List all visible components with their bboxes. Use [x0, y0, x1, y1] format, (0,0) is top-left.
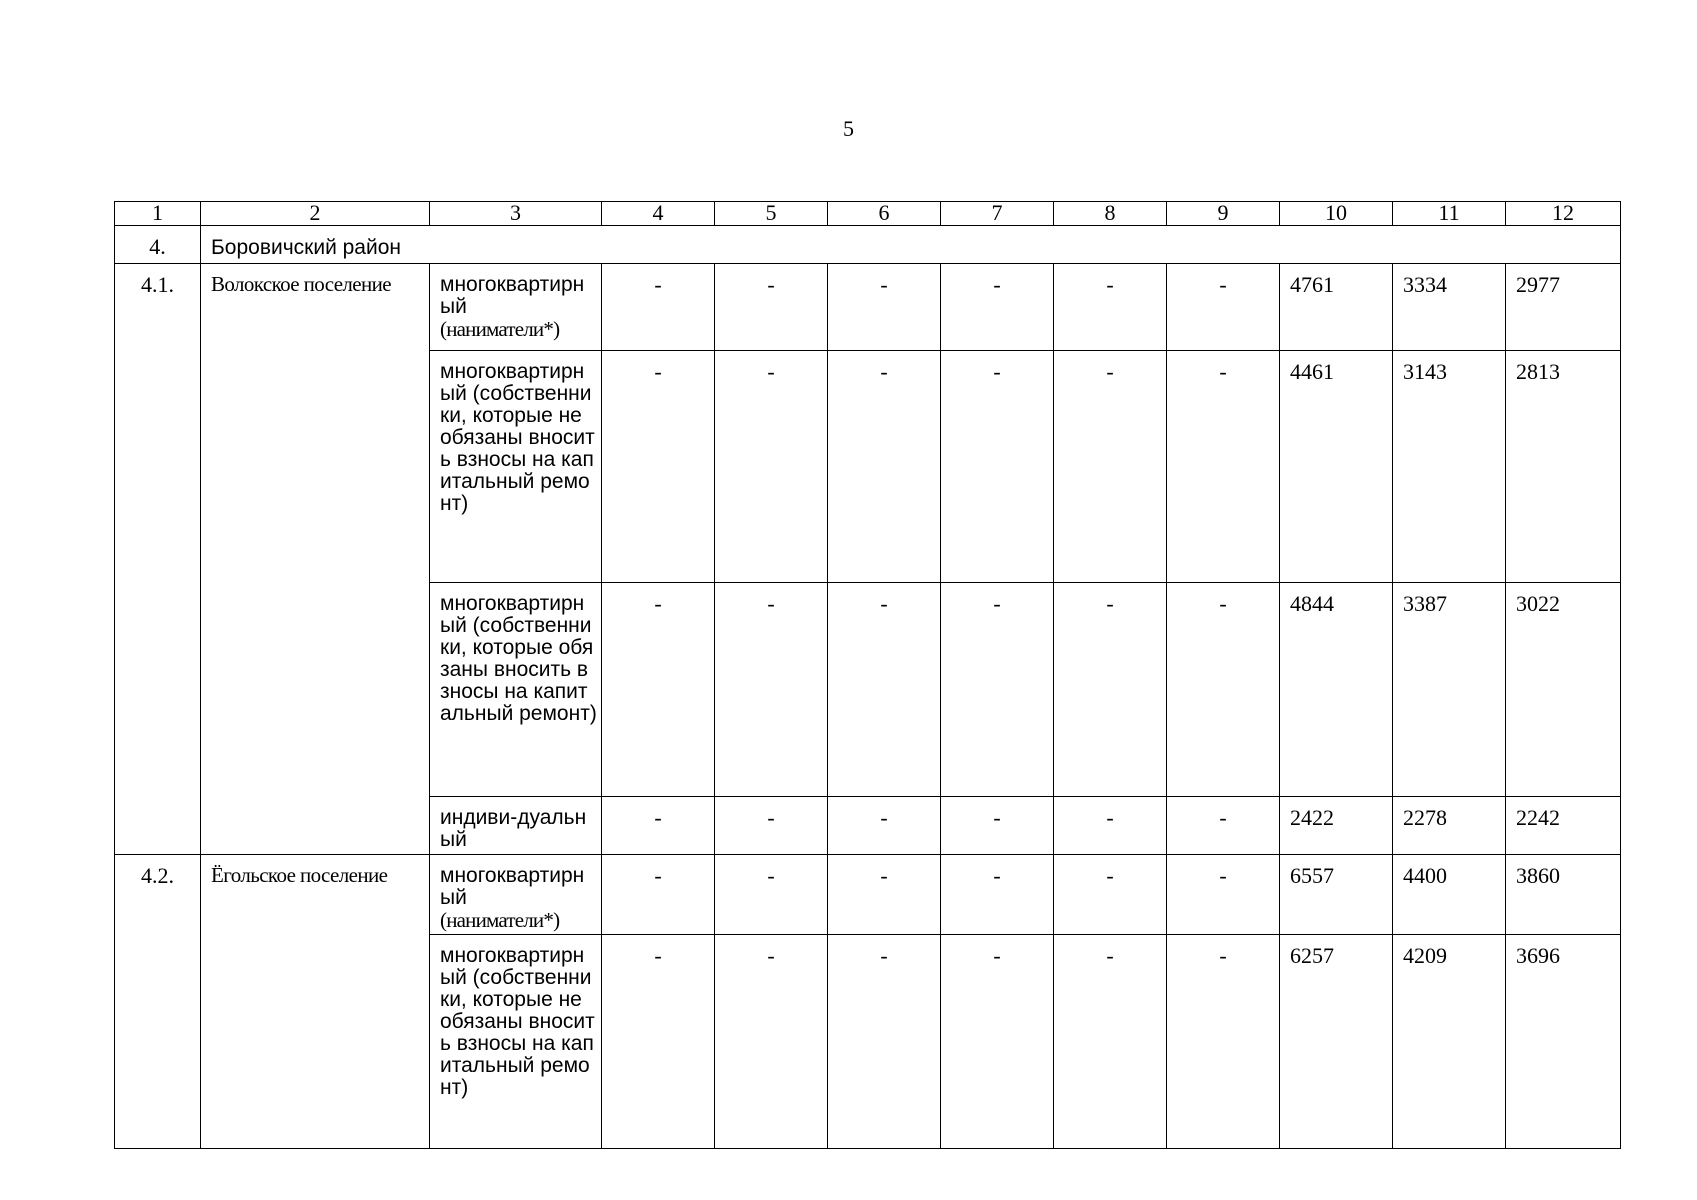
column-number: 8: [1054, 202, 1167, 226]
cell-value: -: [1054, 351, 1167, 583]
cell-value: -: [602, 797, 715, 855]
tariff-table: [114, 201, 1621, 1149]
cell-value: 4400: [1393, 855, 1506, 935]
cell-value: -: [1054, 855, 1167, 935]
column-number: 10: [1280, 202, 1393, 226]
cell-value: -: [1054, 797, 1167, 855]
housing-type: многоквартирный (собственники, которые не обязаны вносить взносы на капитальный ремонт): [430, 935, 602, 1149]
cell-value: 3860: [1506, 855, 1621, 935]
cell-value: -: [941, 264, 1054, 351]
column-number-row: [115, 202, 1621, 226]
cell-value: -: [828, 797, 941, 855]
cell-value: 2242: [1506, 797, 1621, 855]
cell-value: -: [1167, 797, 1280, 855]
cell-value: -: [941, 935, 1054, 1149]
cell-value: 3143: [1393, 351, 1506, 583]
column-number: 12: [1506, 202, 1621, 226]
column-number: 3: [430, 202, 602, 226]
housing-type: многоквартирный (собственники, которые обязаны вносить взносы на капитальный ремонт): [430, 583, 602, 797]
cell-value: 3387: [1393, 583, 1506, 797]
cell-value: -: [828, 583, 941, 797]
cell-value: -: [602, 583, 715, 797]
cell-value: -: [715, 264, 828, 351]
cell-value: -: [715, 583, 828, 797]
region-name: Боровичский район: [201, 226, 1621, 264]
housing-type: многоквартирный (собственники, которые не обязаны вносить взносы на капитальный ремонт): [430, 351, 602, 583]
cell-value: 6257: [1280, 935, 1393, 1149]
cell-value: -: [602, 264, 715, 351]
cell-value: -: [1167, 351, 1280, 583]
cell-value: -: [1054, 935, 1167, 1149]
table-row: [115, 855, 1621, 935]
settlement-name: Волокское поселение: [201, 264, 430, 855]
column-number: 11: [1393, 202, 1506, 226]
column-number: 5: [715, 202, 828, 226]
cell-value: 3022: [1506, 583, 1621, 797]
page-number: 5: [843, 116, 854, 141]
cell-value: -: [715, 935, 828, 1149]
cell-value: -: [602, 855, 715, 935]
settlement-name: Ёгольское поселение: [201, 855, 430, 1149]
table-row: [115, 264, 1621, 351]
cell-value: -: [715, 855, 828, 935]
cell-value: 3696: [1506, 935, 1621, 1149]
housing-type: многоквартирный (наниматели*): [430, 855, 602, 935]
region-row: [115, 226, 1621, 264]
cell-value: -: [1167, 855, 1280, 935]
cell-value: -: [715, 797, 828, 855]
column-number: 7: [941, 202, 1054, 226]
housing-type: многоквартирный (наниматели*): [430, 264, 602, 351]
cell-value: -: [941, 351, 1054, 583]
cell-value: 2977: [1506, 264, 1621, 351]
cell-value: -: [1054, 583, 1167, 797]
settlement-number: 4.2.: [115, 855, 201, 1149]
cell-value: 2278: [1393, 797, 1506, 855]
cell-value: -: [941, 583, 1054, 797]
column-number: 1: [115, 202, 201, 226]
cell-value: 2422: [1280, 797, 1393, 855]
cell-value: -: [1167, 935, 1280, 1149]
cell-value: 2813: [1506, 351, 1621, 583]
cell-value: 4844: [1280, 583, 1393, 797]
cell-value: 4461: [1280, 351, 1393, 583]
cell-value: -: [828, 351, 941, 583]
cell-value: -: [828, 855, 941, 935]
cell-value: 6557: [1280, 855, 1393, 935]
cell-value: -: [828, 264, 941, 351]
cell-value: 3334: [1393, 264, 1506, 351]
column-number: 4: [602, 202, 715, 226]
cell-value: -: [941, 797, 1054, 855]
settlement-number: 4.1.: [115, 264, 201, 855]
cell-value: -: [1054, 264, 1167, 351]
cell-value: -: [715, 351, 828, 583]
column-number: 2: [201, 202, 430, 226]
cell-value: -: [1167, 583, 1280, 797]
cell-value: -: [941, 855, 1054, 935]
cell-value: 4761: [1280, 264, 1393, 351]
column-number: 9: [1167, 202, 1280, 226]
cell-value: 4209: [1393, 935, 1506, 1149]
column-number: 6: [828, 202, 941, 226]
housing-type: индиви-дуальный: [430, 797, 602, 855]
cell-value: -: [1167, 264, 1280, 351]
cell-value: -: [828, 935, 941, 1149]
region-number: 4.: [115, 226, 201, 264]
cell-value: -: [602, 351, 715, 583]
cell-value: -: [602, 935, 715, 1149]
